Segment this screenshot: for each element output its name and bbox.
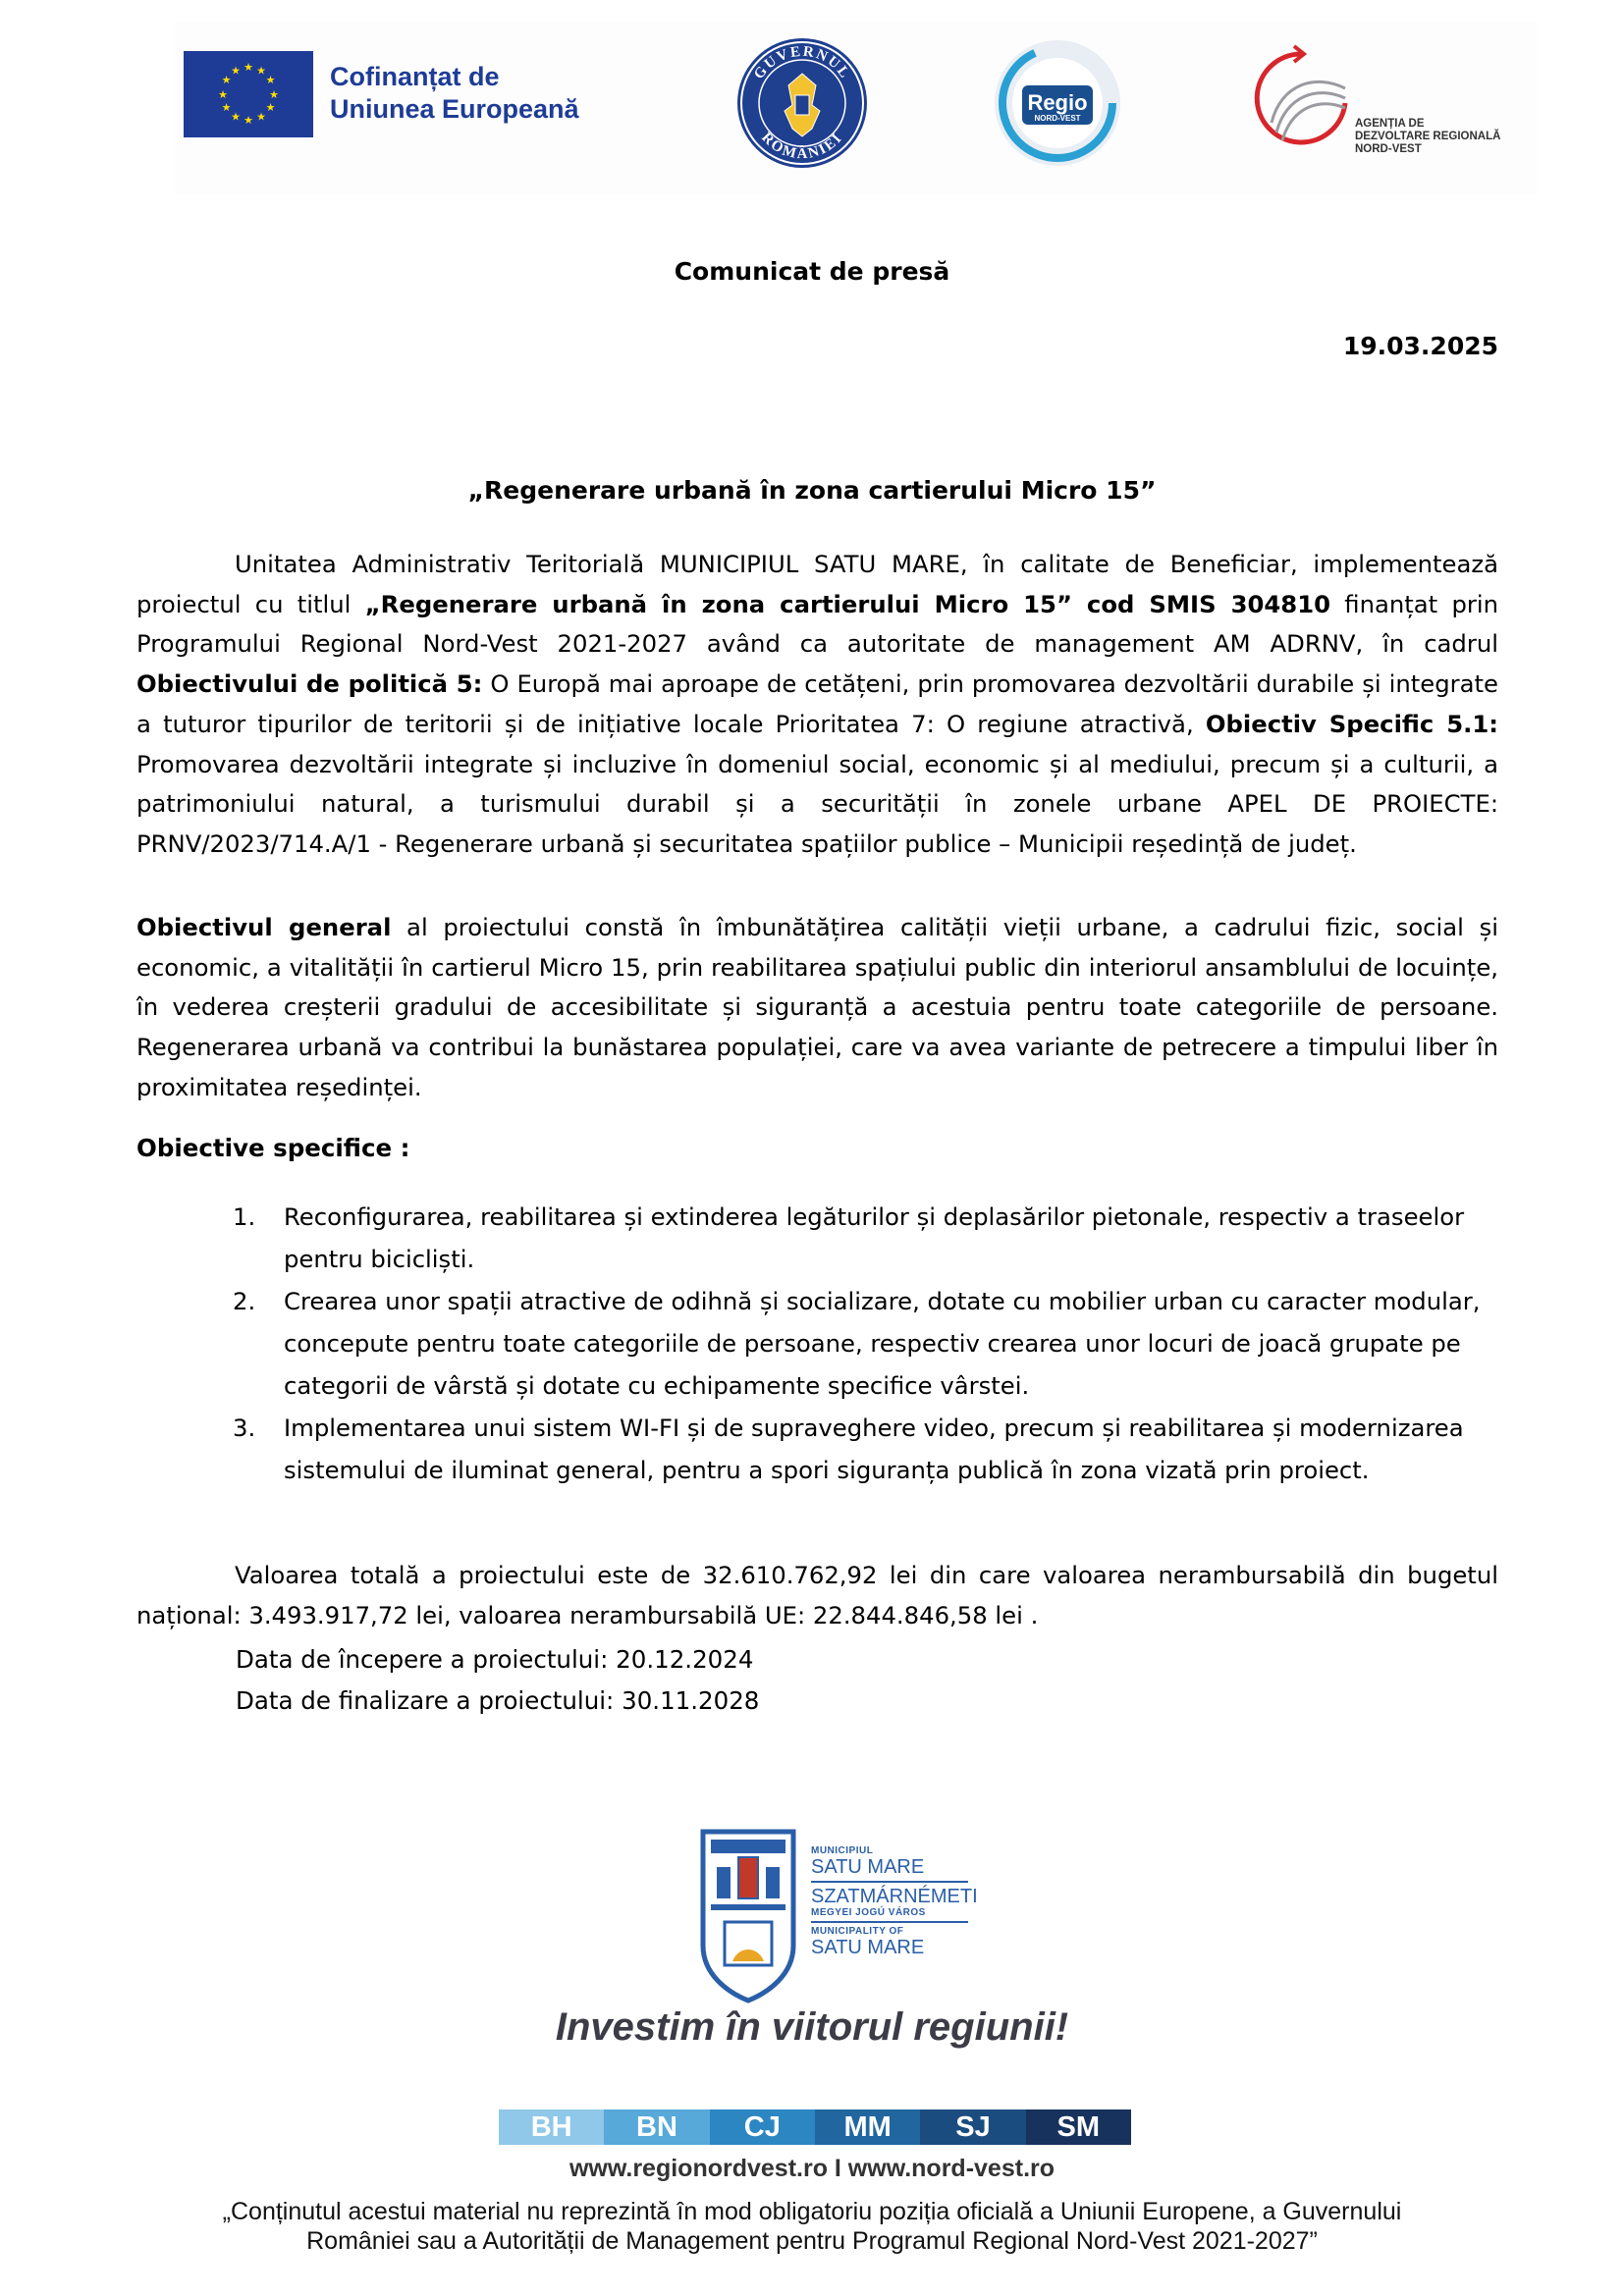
city-name-ro: SATU MARE — [811, 1856, 925, 1878]
adr-text-line2: DEZVOLTARE REGIONALĂ — [1355, 131, 1501, 142]
adr-text-line1: AGENȚIA DE — [1355, 118, 1425, 130]
list-item-text: Implementarea unui sistem WI-FI și de supraveghere video, precum și reabilitarea și modernizarea sistemului de iluminat general, pentru a spori siguranța publică în zona vizată prin proiect. — [284, 1414, 1464, 1484]
svg-text:★: ★ — [218, 88, 228, 101]
city-municipiul: MUNICIPIUL — [811, 1845, 874, 1856]
satu-mare-coat-of-arms-icon — [699, 1828, 797, 2008]
disclaimer-line2: României sau a Autorității de Management pentru Programul Regional Nord-Vest 2021-2027” — [306, 2227, 1318, 2255]
general-objective-paragraph — [136, 908, 1498, 1108]
region-bar — [499, 2109, 1131, 2145]
intro-text-3: O Europă mai aproape de cetățeni, prin promovarea dezvoltării durabile și integrate a tuturor tipurilor de teritorii și de inițiative locale Prioritatea 7: O regiune atractivă, — [136, 669, 1498, 738]
regio-nord-vest-logo — [989, 34, 1126, 176]
list-item — [233, 1407, 1498, 1491]
disclaimer-line1: „Conținutul acestui material nu reprezintă în mod obligatoriu poziția oficială a Uniunii Europene, a Guvernului — [222, 2198, 1402, 2225]
city-name-hu: SZATMÁRNÉMETI — [811, 1886, 978, 1907]
region-website-links: www.regionordvest.ro I www.nord-vest.ro — [568, 2155, 1056, 2182]
disclaimer — [0, 2197, 1624, 2256]
region-code: CJ — [710, 2109, 815, 2145]
region-code: MM — [815, 2109, 920, 2145]
project-value-paragraph — [136, 1556, 1498, 1635]
romanian-government-seal-icon — [733, 34, 871, 176]
regio-logo-sub: NORD-VEST — [1034, 114, 1081, 123]
intro-paragraph — [136, 545, 1498, 865]
document-title: „Regenerare urbană în zona cartierului Micro 15” — [467, 476, 1157, 505]
list-item-number: 3. — [233, 1414, 256, 1442]
project-start-date: Data de începere a proiectului: 20.12.2024 — [236, 1645, 754, 1674]
city-name-en: SATU MARE — [811, 1937, 925, 1958]
project-end-date: Data de finalizare a proiectului: 30.11.2028 — [236, 1686, 760, 1715]
svg-text:★: ★ — [244, 61, 253, 74]
region-code: BN — [604, 2109, 709, 2145]
intro-text-1: Unitatea Administrativ Teritorială MUNICIPIUL SATU MARE, în calitate de Beneficiar, implementează proiectul cu titlul — [136, 550, 1498, 618]
region-code: BH — [499, 2109, 604, 2145]
satu-mare-wordmark — [811, 1845, 978, 1958]
eu-cofinancing-text — [330, 61, 579, 126]
svg-text:★: ★ — [265, 74, 276, 86]
project-value-text: Valoarea totală a proiectului este de 32.610.762,92 lei din care valoarea nerambursabilă din bugetul național: 3.493.917,72 lei, valoarea nerambursabilă UE: 22.844.846,58 lei . — [136, 1561, 1498, 1629]
list-item-text: Crearea unor spații atractive de odihnă și socializare, dotate cu mobilier urban cu caracter modular, concepute pentru toate categoriile de persoane, respectiv crearea unor locuri de joacă grupate pe categorii de vârstă și dotate cu echipamente specifice vârstei. — [284, 1287, 1481, 1400]
slogan: Investim în viitorul regiunii! — [555, 2005, 1069, 2049]
city-divider — [811, 1921, 968, 1923]
region-code: SJ — [920, 2109, 1025, 2145]
intro-text-2: finanțat prin Programului Regional Nord-Vest 2021-2027 având ca autoritate de management AM ADRNV, în cadrul — [136, 589, 1499, 659]
city-divider — [811, 1881, 968, 1883]
svg-text:★: ★ — [231, 64, 241, 78]
general-objective-label: Obiectivul general — [136, 913, 392, 941]
city-municipality-of: MUNICIPALITY OF — [811, 1926, 904, 1937]
svg-text:★: ★ — [256, 110, 266, 124]
adr-text-line3: NORD-VEST — [1355, 143, 1422, 155]
list-item-text: Reconfigurarea, reabilitarea și extinderea legăturilor și deplasărilor pietonale, respectiv a traseelor pentru bicicliști. — [284, 1202, 1465, 1273]
svg-text:★: ★ — [244, 114, 253, 127]
list-item — [233, 1196, 1498, 1280]
svg-text:★: ★ — [221, 101, 232, 114]
adr-text — [1355, 118, 1500, 156]
general-objective-text: al proiectului constă în îmbunătățirea calității vieții urbane, a cadrului fizic, social și economic, a vitalității în cartierul Micro 15, prin reabilitarea spațiului public din interiorul ansamblului de locuințe, în vederea creșterii gradului de accesibilitate și siguranță a acestuia pentru toate categoriile de persoane. Regenerarea urbană va contribui la bunăstarea populației, care va avea variante de petrecere a timpului liber în proximitatea reședinței. — [136, 913, 1498, 1101]
intro-policy-objective: Obiectivului de politică 5: — [136, 669, 483, 699]
svg-text:★: ★ — [221, 74, 232, 86]
eu-text-line1: Cofinanțat de — [330, 62, 500, 91]
specific-objectives-heading: Obiective specifice : — [136, 1134, 410, 1162]
svg-text:★: ★ — [256, 64, 266, 78]
document-type: Comunicat de presă — [674, 257, 950, 286]
city-hu-sub: MEGYEI JOGÚ VÁROS — [811, 1907, 926, 1918]
regio-logo-name: Regio — [1027, 90, 1088, 115]
region-code: SM — [1026, 2109, 1131, 2145]
svg-text:★: ★ — [265, 101, 276, 114]
document-date: 19.03.2025 — [1342, 332, 1498, 360]
eu-text-line2: Uniunea Europeană — [330, 94, 579, 124]
svg-text:★: ★ — [269, 88, 279, 101]
eu-flag-icon — [184, 51, 313, 137]
seal-bottom-text: ROMÂNIEI — [758, 130, 846, 163]
adr-nord-vest-logo-icon — [1247, 44, 1355, 156]
seal-top-text: GUVERNUL — [751, 43, 853, 82]
specific-objectives-list — [233, 1196, 1498, 1491]
intro-specific-objective: Obiectiv Specific 5.1: — [1205, 709, 1498, 738]
list-item-number: 2. — [233, 1287, 256, 1315]
intro-project-title: „Regenerare urbană în zona cartierului Micro 15” cod SMIS 304810 — [364, 589, 1331, 618]
list-item — [233, 1280, 1498, 1407]
list-item-number: 1. — [233, 1202, 256, 1231]
svg-text:★: ★ — [231, 110, 241, 124]
intro-text-4: Promovarea dezvoltării integrate și incluzive în domeniul social, economic și al mediului, precum și a culturii, a patrimoniului natural, a turismului durabil și a securității în zonele urbane APEL DE PROIECTE: PRNV/2023/714.A/1 - Regenerare urbană și securitatea spațiilor publice – Municipii reședință de județ. — [136, 749, 1498, 858]
